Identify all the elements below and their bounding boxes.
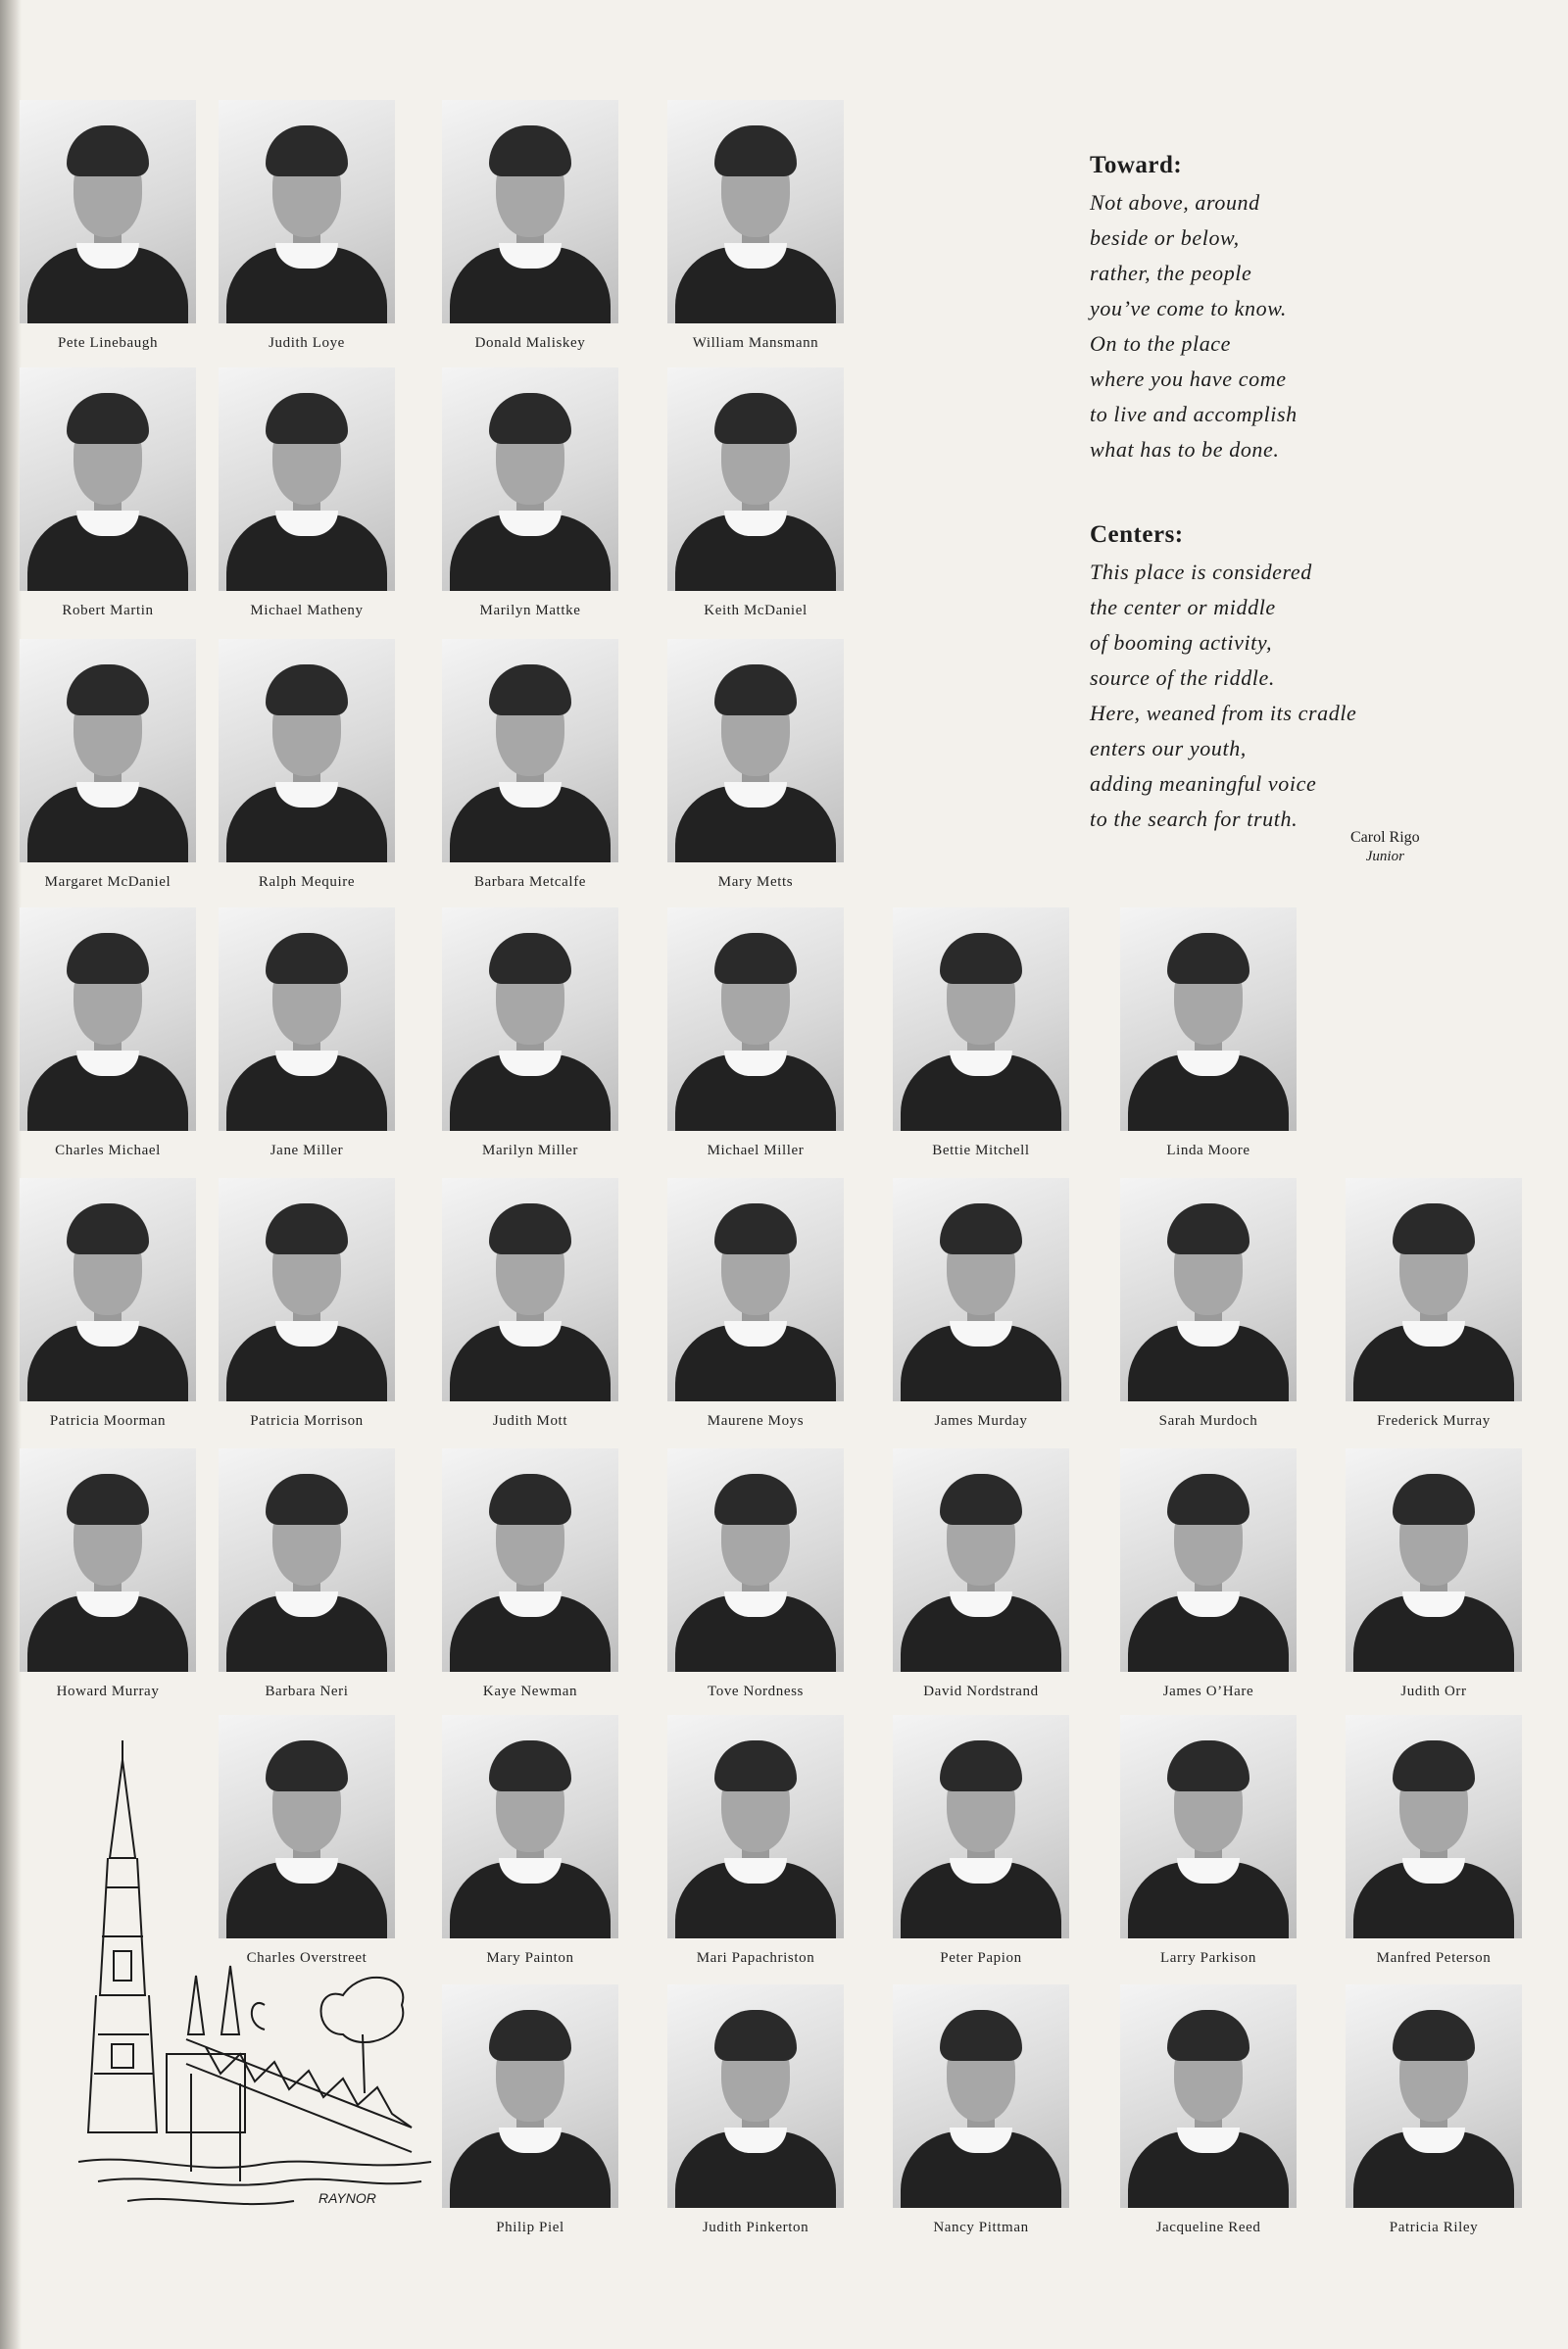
poem-line: Here, weaned from its cradle (1090, 701, 1357, 725)
student-name: Larry Parkison (1160, 1950, 1256, 1966)
poem-line: to the search for truth. (1090, 807, 1298, 831)
portrait-photo (219, 1178, 395, 1401)
student-portrait (20, 1178, 196, 1430)
portrait-photo (219, 907, 395, 1131)
student-portrait (442, 1448, 618, 1700)
student-portrait (442, 1984, 618, 2236)
portrait-photo (20, 1178, 196, 1401)
author-name: Carol Rigo (1350, 829, 1420, 846)
portrait-photo (1120, 907, 1297, 1131)
portrait-photo (442, 367, 618, 591)
poem-line: you’ve come to know. (1090, 296, 1287, 320)
portrait-photo (442, 907, 618, 1131)
student-name: Manfred Peterson (1376, 1950, 1492, 1966)
poem-line: what has to be done. (1090, 437, 1280, 462)
student-name: Howard Murray (56, 1684, 160, 1699)
student-portrait (893, 1715, 1069, 1967)
student-name: Judith Orr (1400, 1684, 1467, 1699)
student-name: Judith Loye (269, 335, 345, 351)
student-name: Judith Pinkerton (702, 2220, 809, 2235)
poem-line: source of the riddle. (1090, 665, 1275, 690)
student-name: James O’Hare (1162, 1684, 1254, 1699)
portrait-photo (219, 367, 395, 591)
student-portrait (1120, 907, 1297, 1159)
student-name: Judith Mott (492, 1413, 568, 1429)
student-portrait (1346, 1448, 1522, 1700)
student-name: Sarah Murdoch (1158, 1413, 1258, 1429)
portrait-photo (667, 1984, 844, 2208)
student-name: Charles Overstreet (246, 1950, 368, 1966)
student-portrait (219, 1448, 395, 1700)
student-name: Barbara Neri (265, 1684, 349, 1699)
student-name: Mary Metts (717, 874, 794, 890)
poem-author (1350, 829, 1420, 865)
student-portrait (20, 907, 196, 1159)
portrait-photo (442, 100, 618, 323)
portrait-photo (667, 1715, 844, 1938)
portrait-photo (442, 1178, 618, 1401)
student-portrait (893, 1984, 1069, 2236)
student-portrait (442, 907, 618, 1159)
student-name: William Mansmann (692, 335, 819, 351)
page-binding-shadow (0, 0, 22, 2349)
student-portrait (667, 367, 844, 619)
student-portrait (442, 367, 618, 619)
student-portrait (20, 639, 196, 891)
portrait-photo (667, 1178, 844, 1401)
student-portrait (442, 1178, 618, 1430)
student-name: Philip Piel (496, 2220, 564, 2235)
student-name: David Nordstrand (923, 1684, 1039, 1699)
student-portrait (20, 100, 196, 352)
author-role: Junior (1365, 849, 1404, 864)
portrait-photo (20, 639, 196, 862)
student-portrait (219, 1178, 395, 1430)
portrait-photo (667, 100, 844, 323)
poem-heading: Toward: (1090, 152, 1183, 178)
poem-centers (1090, 521, 1356, 837)
student-portrait (20, 367, 196, 619)
student-name: Michael Matheny (250, 603, 364, 618)
student-portrait (219, 907, 395, 1159)
student-portrait (442, 1715, 618, 1967)
portrait-photo (1120, 1715, 1297, 1938)
poem-line: enters our youth, (1090, 736, 1247, 760)
student-name: Patricia Moorman (49, 1413, 167, 1429)
poem-line: adding meaningful voice (1090, 771, 1317, 796)
portrait-photo (893, 907, 1069, 1131)
student-name: Peter Papion (940, 1950, 1022, 1966)
student-name: Marilyn Miller (482, 1143, 578, 1158)
portrait-photo (20, 907, 196, 1131)
poem-line: to live and accomplish (1090, 402, 1298, 426)
portrait-photo (1346, 1448, 1522, 1672)
student-portrait (667, 1715, 844, 1967)
poem-line: of booming activity, (1090, 630, 1273, 655)
portrait-photo (1120, 1984, 1297, 2208)
cathedral-bridge-illustration (20, 1740, 451, 2230)
student-name: Frederick Murray (1377, 1413, 1491, 1429)
student-name: Marilyn Mattke (479, 603, 581, 618)
student-name: Mary Painton (486, 1950, 574, 1966)
portrait-photo (667, 639, 844, 862)
portrait-photo (1120, 1448, 1297, 1672)
portrait-photo (1346, 1715, 1522, 1938)
student-portrait (442, 639, 618, 891)
student-name: Charles Michael (55, 1143, 161, 1158)
student-name: Michael Miller (707, 1143, 805, 1158)
poem-line: where you have come (1090, 367, 1287, 391)
student-name: Ralph Mequire (258, 874, 356, 890)
portrait-photo (667, 1448, 844, 1672)
poem-line: This place is considered (1090, 560, 1312, 584)
student-portrait (667, 1984, 844, 2236)
student-portrait (667, 639, 844, 891)
student-name: Kaye Newman (482, 1684, 578, 1699)
portrait-photo (1120, 1178, 1297, 1401)
student-portrait (219, 100, 395, 352)
poem-line: Not above, around (1090, 190, 1260, 215)
student-portrait (1120, 1178, 1297, 1430)
illustration-signature: RAYNOR (318, 2190, 376, 2206)
portrait-photo (219, 639, 395, 862)
student-portrait (219, 367, 395, 619)
student-portrait (893, 1448, 1069, 1700)
student-name: Nancy Pittman (933, 2220, 1029, 2235)
student-name: Barbara Metcalfe (473, 874, 587, 890)
student-name: Maurene Moys (707, 1413, 805, 1429)
portrait-photo (442, 1448, 618, 1672)
portrait-photo (893, 1715, 1069, 1938)
student-name: Bettie Mitchell (932, 1143, 1030, 1158)
poem-line: beside or below, (1090, 225, 1240, 250)
portrait-photo (667, 907, 844, 1131)
student-name: James Murday (934, 1413, 1028, 1429)
portrait-photo (219, 100, 395, 323)
student-portrait (1346, 1715, 1522, 1967)
student-portrait (667, 1448, 844, 1700)
portrait-photo (893, 1984, 1069, 2208)
portrait-photo (442, 1715, 618, 1938)
student-portrait (1346, 1178, 1522, 1430)
student-name: Robert Martin (62, 603, 154, 618)
student-portrait (1120, 1984, 1297, 2236)
portrait-photo (20, 367, 196, 591)
student-name: Donald Maliskey (474, 335, 586, 351)
student-name: Tove Nordness (708, 1684, 804, 1699)
student-name: Jacqueline Reed (1155, 2220, 1261, 2235)
student-name: Patricia Morrison (250, 1413, 364, 1429)
portrait-photo (20, 1448, 196, 1672)
poem-toward (1090, 152, 1298, 467)
student-name: Linda Moore (1166, 1143, 1250, 1158)
student-portrait (893, 1178, 1069, 1430)
student-portrait (20, 1448, 196, 1700)
poem-line: On to the place (1090, 331, 1232, 356)
portrait-photo (442, 639, 618, 862)
poem-line: the center or middle (1090, 595, 1276, 619)
portrait-photo (20, 100, 196, 323)
student-portrait (667, 100, 844, 352)
student-portrait (1346, 1984, 1522, 2236)
portrait-photo (219, 1448, 395, 1672)
student-name: Mari Papachriston (696, 1950, 815, 1966)
student-name: Keith McDaniel (704, 603, 808, 618)
portrait-photo (893, 1448, 1069, 1672)
student-portrait (1120, 1448, 1297, 1700)
student-portrait (1120, 1715, 1297, 1967)
student-portrait (219, 639, 395, 891)
student-portrait (893, 907, 1069, 1159)
student-portrait (442, 100, 618, 352)
student-portrait (667, 907, 844, 1159)
student-name: Pete Linebaugh (57, 335, 159, 351)
portrait-photo (667, 367, 844, 591)
student-name: Margaret McDaniel (44, 874, 172, 890)
student-name: Jane Miller (270, 1143, 344, 1158)
portrait-photo (893, 1178, 1069, 1401)
poem-heading: Centers: (1090, 521, 1184, 548)
portrait-photo (1346, 1984, 1522, 2208)
student-portrait (667, 1178, 844, 1430)
student-name: Patricia Riley (1389, 2220, 1479, 2235)
portrait-photo (442, 1984, 618, 2208)
portrait-photo (1346, 1178, 1522, 1401)
poem-line: rather, the people (1090, 261, 1252, 285)
